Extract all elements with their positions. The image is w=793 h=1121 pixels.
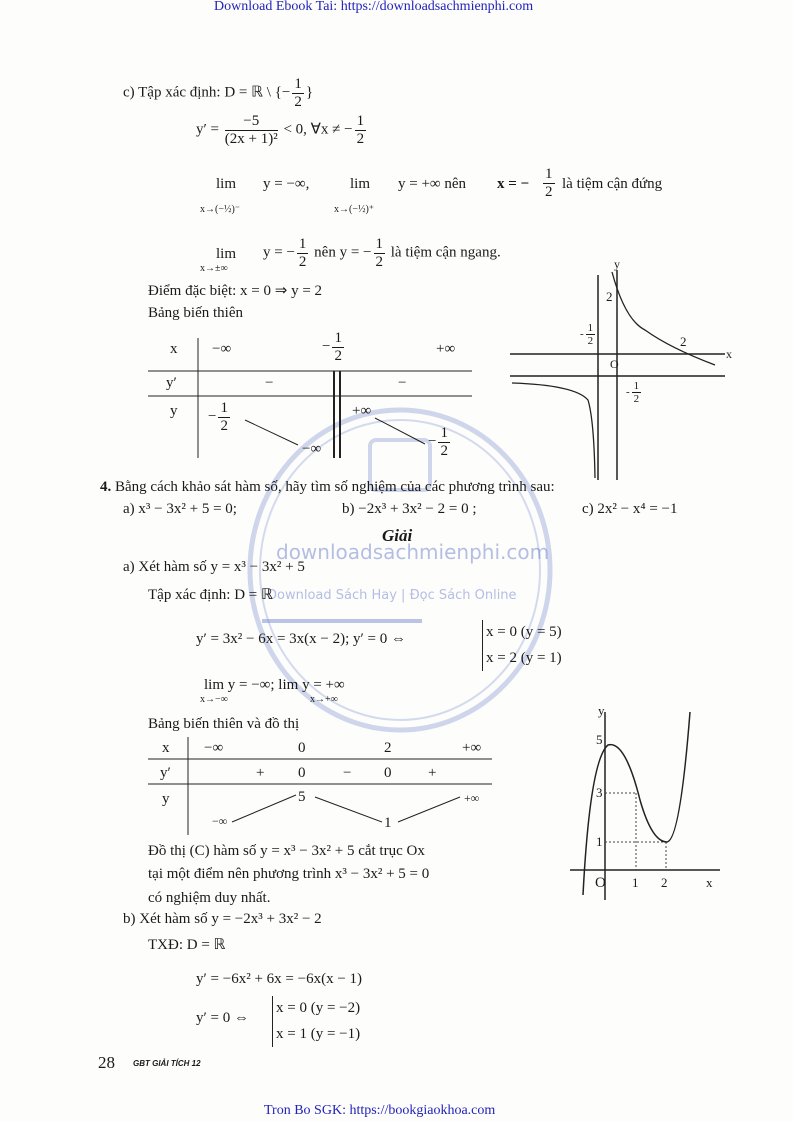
- cell: +∞: [464, 791, 480, 805]
- tick: 1: [596, 834, 603, 849]
- lim-left: y = −∞,: [263, 176, 310, 192]
- page-number: 28: [98, 1053, 115, 1072]
- roots-a: x = 0 (y = 5) x = 2 (y = 1): [482, 620, 562, 671]
- vertical-asym: x = −: [497, 176, 530, 192]
- origin: O: [610, 357, 619, 371]
- cell: −: [398, 375, 407, 391]
- cell: 5: [298, 789, 306, 805]
- table-title: Bảng biến thiên: [148, 305, 243, 321]
- header-link[interactable]: Download Ebook Tai: https://downloadsachmienphi.com: [214, 0, 534, 14]
- cell: −: [343, 765, 352, 781]
- roots-b: x = 0 (y = −2) x = 1 (y = −1): [272, 996, 360, 1047]
- domain-a: Tập xác định: D = ℝ: [148, 587, 273, 603]
- eq-b: b) −2x³ + 3x² − 2 = 0 ;: [342, 501, 477, 517]
- derivative-a: y′ = 3x² − 6x = 3x(x − 2); y′ = 0 ⇔: [196, 631, 407, 647]
- cell: y: [162, 791, 170, 807]
- tick: 5: [596, 732, 603, 747]
- cell: 0: [384, 765, 392, 781]
- axis-x-label: x: [726, 347, 732, 361]
- exercise-text: Bằng cách khảo sát hàm số, hãy tìm số nghiệm của các phương trình sau:: [115, 479, 555, 495]
- cell: +∞: [462, 740, 482, 756]
- axis-x-label: x: [706, 875, 713, 890]
- cell: 2: [384, 740, 392, 756]
- limits-a: lim y = −∞; lim y = +∞: [204, 677, 345, 693]
- watermark-tagline: Download Sách Hay | Đọc Sách Online: [267, 588, 517, 603]
- derivative-b: y′ = −6x² + 6x = −6x(x − 1): [196, 971, 363, 987]
- cell: −∞: [204, 740, 224, 756]
- special-point: Điểm đặc biệt: x = 0 ⇒ y = 2: [148, 283, 323, 299]
- lim: lim: [216, 176, 237, 192]
- cell: −∞: [212, 814, 228, 828]
- derivative-c: y′ = $\frac{-5}{\text{(2x + 1)²}}$ < 0, ∀x ≠ − $\frac{1}{2}$: [196, 113, 365, 147]
- cell: +: [428, 765, 437, 781]
- eq-c: c) 2x² − x⁴ = −1: [582, 501, 678, 517]
- cell: − $\frac{1}{2}$: [428, 425, 448, 459]
- lim-sub: x→−∞: [200, 694, 228, 705]
- vertical-text: là tiệm cận đứng: [562, 176, 663, 192]
- origin: O: [595, 875, 606, 891]
- exercise-number: 4.: [100, 479, 112, 495]
- table-y: y: [170, 403, 178, 419]
- domain-b: TXĐ: D = ℝ: [148, 937, 226, 953]
- zero-b: y′ = 0 ⇔: [196, 1010, 249, 1026]
- lim-sub: x→(−½)⁻: [200, 204, 241, 215]
- consider-b: b) Xét hàm số y = −2x³ + 3x² − 2: [123, 911, 322, 927]
- lim-sub: x→(−½)⁺: [334, 204, 375, 215]
- watermark-site: downloadsachmienphi.com: [276, 540, 550, 564]
- cell: 0: [298, 765, 306, 781]
- footer-link[interactable]: Tron Bo SGK: https://bookgiaokhoa.com: [264, 1103, 496, 1118]
- conclusion-a: Đồ thị (C) hàm số y = x³ − 3x² + 5 cắt trục Ox tại một điểm nên phương trình x³ − 3x² + 5 = 0 có nghiệm duy nhất.: [148, 843, 430, 906]
- cell: 0: [298, 740, 306, 756]
- tick: - $\frac{1}{2}$: [626, 380, 640, 406]
- cell: −∞: [212, 341, 232, 357]
- cell: −∞: [302, 441, 322, 457]
- book-title: GBT GIẢI TÍCH 12: [133, 1059, 201, 1068]
- cell: x: [162, 740, 170, 756]
- cell: y′: [160, 765, 171, 781]
- cell: − $\frac{1}{2}$: [322, 330, 342, 364]
- tick: 1: [632, 875, 639, 890]
- cell: +∞: [352, 403, 372, 419]
- table-x: x: [170, 341, 178, 357]
- solution-heading: Giải: [382, 526, 413, 545]
- eq-a: a) x³ − 3x² + 5 = 0;: [123, 501, 237, 517]
- lim: lim: [216, 246, 237, 262]
- lim-sub: x→+∞: [310, 694, 338, 705]
- tick: 3: [596, 785, 603, 800]
- domain-c: c) Tập xác định: D = ℝ \ {− $\frac{1}{2}$ }: [123, 76, 314, 110]
- tick: 2: [661, 875, 668, 890]
- cell: +: [256, 765, 265, 781]
- table-title-a: Bảng biến thiên và đồ thị: [148, 716, 300, 732]
- cell: +∞: [436, 341, 456, 357]
- axis-y-label: y: [598, 703, 605, 718]
- cell: −: [265, 375, 274, 391]
- consider-a: a) Xét hàm số y = x³ − 3x² + 5: [123, 559, 305, 575]
- tick: 2: [680, 334, 687, 349]
- lim-sub: x→±∞: [200, 263, 228, 274]
- table-yp: y′: [166, 375, 177, 391]
- tick: - $\frac{1}{2}$: [580, 322, 594, 348]
- frac: $\frac{1}{2}$: [545, 166, 553, 200]
- cell: 1: [384, 815, 392, 831]
- lim-right: y = +∞ nên: [398, 176, 467, 192]
- tick: 2: [606, 289, 613, 304]
- axis-y-label: y: [614, 257, 620, 271]
- cell: − $\frac{1}{2}$: [208, 400, 228, 434]
- lim: lim: [350, 176, 371, 192]
- horiz-lim: y = − $\frac{1}{2}$ nên y = − $\frac{1}{2}$ là tiệm cận ngang.: [263, 236, 501, 270]
